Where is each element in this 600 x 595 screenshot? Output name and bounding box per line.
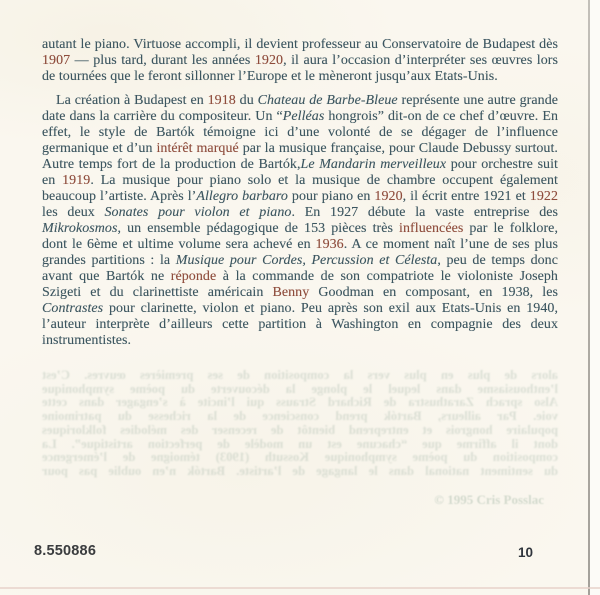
text-segment: 1919 <box>62 173 91 188</box>
text-segment: Allegro barbaro <box>196 189 288 204</box>
showthrough-line: populaire hongrois et entreprend bientôt de recenser des mélodies folkloriques <box>42 422 558 437</box>
showthrough-line: composition du poème symphonique Kossuth (1903) témoigne de l’émergence <box>42 450 558 465</box>
page-edge-shadow <box>588 0 590 595</box>
text-segment: Goodman en composant, en 1938, les <box>309 285 558 300</box>
text-segment: Contrastes <box>42 301 104 316</box>
text-segment: pour orchestre suit en <box>42 157 558 188</box>
text-segment: . La musique pour piano solo et la musique de chambre occupent également beaucoup l’artiste. Après l’ <box>42 173 558 204</box>
text-segment: représente une autre grande date dans la carrière du compositeur. Un “ <box>42 93 559 124</box>
bottom-edge-shadow <box>0 587 600 589</box>
text-segment: les deux <box>42 205 105 220</box>
text-segment: . En 1927 débute la vaste entreprise des <box>291 205 559 220</box>
text-segment: Mikrokosmos <box>42 221 118 236</box>
text-segment: pour piano en <box>287 189 375 204</box>
catalog-number: 8.550886 <box>34 543 97 559</box>
showthrough-line: du sentiment national dans le langage de l’artiste. Bartók n’en oublie pas pour <box>42 463 558 478</box>
text-segment: Pelléas <box>282 109 325 124</box>
showthrough-line: l’enthousiasme dans lequel le plonge la découverte du poème symphonique <box>42 381 558 396</box>
text-segment: 1936 <box>315 237 344 252</box>
showthrough-line: voie. Par ailleurs, Bartók prend conscience de la richesse du patrimoine <box>42 409 558 424</box>
text-segment: pour clarinette, violon et piano. Peu après son exil aux Etats-Unis en 1940, l’auteur interprète d’ailleurs cette partition à Washington en compagnie des deux instrumentistes. <box>42 301 558 348</box>
text-segment: Sonates pour violon et piano <box>104 205 292 220</box>
showthrough-line: Also sprach Zarathustra de Richard Strauss qui l’incite à s’engager dans cette <box>42 395 558 410</box>
page-edge-paper <box>590 0 600 595</box>
page-number: 10 <box>518 545 534 560</box>
notes-paragraph <box>42 37 558 85</box>
text-segment: 1920 <box>254 53 284 68</box>
text-segment: par le folklore, dont le 6ème et ultime volume sera achevé en <box>42 221 558 252</box>
text-segment: Musique pour Cordes, Percussion et Célesta <box>175 253 438 268</box>
text-segment: Le Mandarin merveilleux <box>300 157 447 172</box>
text-segment: , il écrit entre 1921 et <box>402 189 530 204</box>
text-segment: autant le piano. Virtuose accompli, il devient professeur au Conservatoire de Budapest dès <box>42 37 558 52</box>
text-segment: 1922 <box>529 189 558 204</box>
showthrough-line: dont il affirme que “chacune est un modèle de perfection artistique”. La <box>42 436 558 451</box>
copyright-credit: © 1995 Cris Posslac <box>434 492 544 507</box>
text-segment: intérêt marqué <box>156 141 239 156</box>
text-segment: influencées <box>399 221 464 236</box>
showthrough-text <box>42 369 558 479</box>
text-segment: à la commande de son compatriote le violoniste Joseph Szigeti et du clarinettiste américain <box>42 269 558 300</box>
notes-paragraph <box>42 93 558 349</box>
text-segment: hongrois” dit-on de ce chef d’œuvre. En effet, le style de Bartók témoigne ici d’une volonté de se dégager de l’influence germanique et d’un <box>42 109 558 156</box>
text-segment: , peu de temps donc avant que Bartók ne <box>42 253 558 284</box>
text-segment: du <box>235 93 258 108</box>
text-segment: réponde <box>170 269 217 284</box>
text-segment: , il aura l’occasion d’interpréter ses œuvres lors de tournées que le feront sillonner l’Europe et le mèneront jusqu’aux Etats-Unis. <box>42 53 558 84</box>
text-segment: Benny <box>272 285 310 300</box>
text-segment: . A ce moment naît l’une de ses plus grandes partitions : la <box>42 237 558 268</box>
text-segment: La création à Budapest en <box>56 93 208 108</box>
liner-notes-text <box>42 37 558 349</box>
showthrough-line: alors de plus en plus vers la composition de ses premières œuvres. C’est <box>42 368 558 382</box>
text-segment: Chateau de Barbe-Bleue <box>257 93 398 108</box>
text-segment: 1918 <box>207 93 236 108</box>
text-segment: par la musique française, pour Claude Debussy surtout. Autre temps fort de la production de Bartók, <box>42 141 558 172</box>
text-segment: — plus tard, durant les années <box>70 53 255 68</box>
text-segment: , un ensemble pédagogique de 153 pièces très <box>117 221 400 236</box>
text-segment: 1907 <box>42 53 71 68</box>
text-segment: 1920 <box>374 189 403 204</box>
